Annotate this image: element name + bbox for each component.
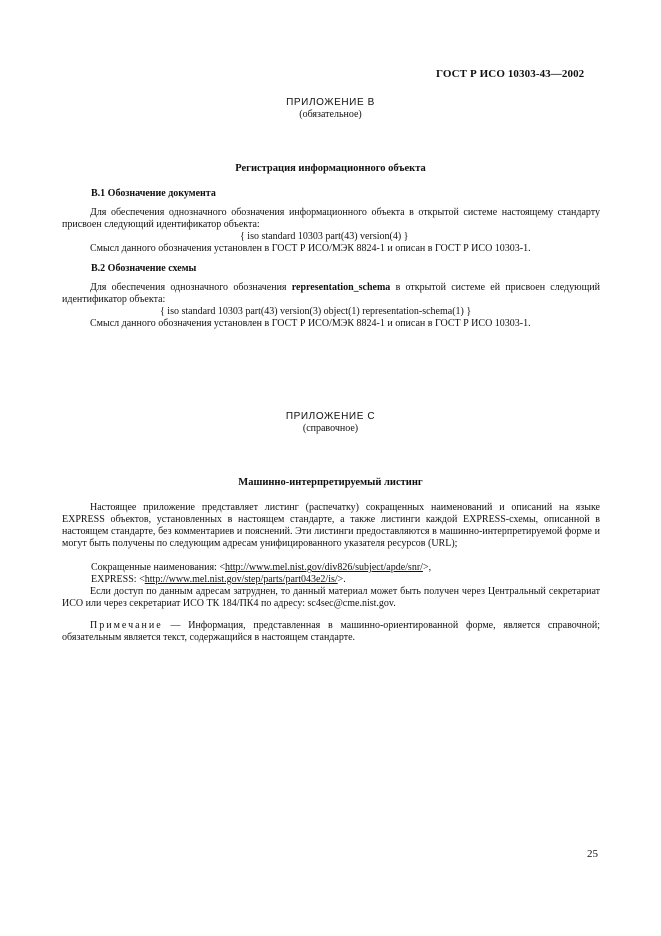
appendix-c-status: (справочное) <box>302 423 359 434</box>
short-names-link[interactable]: http://www.mel.nist.gov/div826/subject/apde/snr/ <box>224 562 423 573</box>
short-names-label: Сокращенные наименования: < <box>91 562 225 573</box>
c-note <box>62 620 600 644</box>
note-label: Примечание <box>90 620 163 631</box>
c-paragraph-1: Настоящее приложение представляет листинг (распечатку) сокращенных наименований и описаний на языке EXPRESS объектов, установленных в настоящем стандарте, а также листинги каждой EXPRESS-схемы, описанной в настоящем стандарте, без комментариев и пояснений. Эти листинги предоставляются в машинно-интерпретируемой форме и могут быть получены по следующим адресам унифицированного указателя ресурсов (URL); <box>62 502 600 549</box>
b1-heading: В.1 Обозначение документа <box>91 188 216 199</box>
express-label: EXPRESS: < <box>91 574 145 585</box>
b1-identifier: { iso standard 10303 part(43) version(4) } <box>240 231 409 242</box>
b2-paragraph-1 <box>62 282 600 306</box>
appendix-c-title: ПРИЛОЖЕНИЕ С <box>285 411 376 422</box>
express-end: >. <box>337 574 346 585</box>
express-line <box>91 574 346 586</box>
appendix-b-status: (обязательное) <box>299 109 362 120</box>
appendix-b-section-title: Регистрация информационного объекта <box>235 163 426 174</box>
b1-paragraph-1: Для обеспечения однозначного обозначения информационного объекта в открытой системе настоящему стандарту присвоен следующий идентификатор объекта: <box>62 207 600 230</box>
b1-paragraph-2: Смысл данного обозначения установлен в ГОСТ Р ИСО/МЭК 8824-1 и описан в ГОСТ Р ИСО 10303-1. <box>90 243 531 254</box>
b2-heading: В.2 Обозначение схемы <box>91 263 197 274</box>
b2-p1-part-b: в открытой системе ей присвоен следующий идентификатор объекта: <box>62 282 601 305</box>
c-paragraph-2: Если доступ по данным адресам затруднен, то данный материал может быть получен через Центральный секретариат ИСО или через секретариат ИСО ТК 184/ПК4 по адресу: sc4sec@cme.nist.gov. <box>62 586 600 609</box>
b2-p1-schema-name: representation_schema <box>291 282 391 293</box>
appendix-c-section-title: Машинно-интерпретируемый листинг <box>238 477 423 488</box>
note-text: — Информация, представленная в машинно-ориентированной форме, является справочной; обязательным является текст, содержащийся в настоящем стандарте. <box>62 620 600 643</box>
b2-p1-part-a: Для обеспечения однозначного обозначения <box>90 282 287 293</box>
express-link[interactable]: http://www.mel.nist.gov/step/parts/part043e2/is/ <box>144 574 338 585</box>
b2-identifier: { iso standard 10303 part(43) version(3) object(1) representation-schema(1) } <box>160 306 472 317</box>
short-names-end: >, <box>422 562 432 573</box>
page-number: 25 <box>587 848 598 860</box>
appendix-b-title: ПРИЛОЖЕНИЕ В <box>286 97 375 108</box>
short-names-line <box>91 562 431 574</box>
document-header-id: ГОСТ Р ИСО 10303-43—2002 <box>436 68 585 80</box>
b2-paragraph-2: Смысл данного обозначения установлен в ГОСТ Р ИСО/МЭК 8824-1 и описан в ГОСТ Р ИСО 10303-1. <box>90 318 531 329</box>
